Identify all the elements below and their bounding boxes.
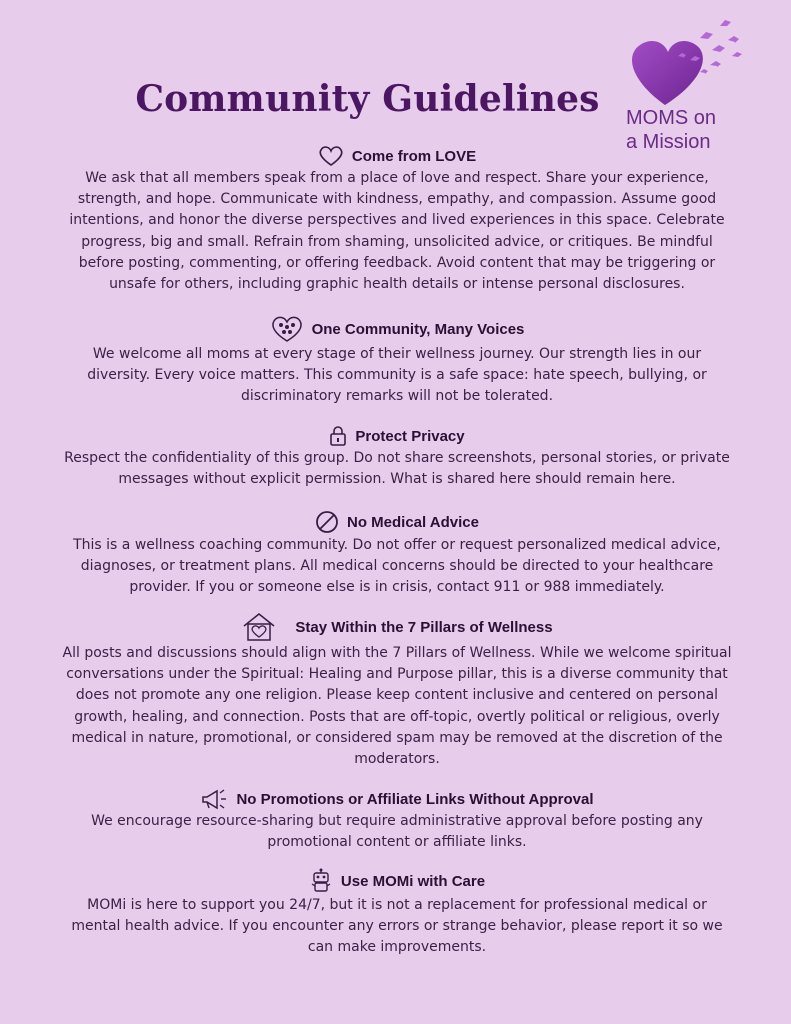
section-body: This is a wellness coaching community. Do not offer or request personalized medical advice, diagnoses, or treatment plans. All medical concerns should be directed to your healthcare provider. If you or someone else is in crisis, contact 911 or 988 immediately. (73, 537, 721, 596)
section-body: MOMi is here to support you 24/7, but it is not a replacement for professional medical or mental health advice. If you encounter any errors or strange behavior, please report it so we can make improvements. (71, 897, 723, 956)
section-heading (52, 612, 742, 642)
section-heading (52, 788, 742, 810)
logo-line-2: a Mission (626, 131, 711, 153)
section-body: We welcome all moms at every stage of their wellness journey. Our strength lies in our diversity. Every voice matters. This community is a safe space: hate speech, bullying, or discriminatory remarks will not be tolerated. (87, 346, 707, 405)
page-title: Community Guidelines (135, 78, 600, 120)
section-come-from-love (52, 145, 742, 295)
section-body: All posts and discussions should align with the 7 Pillars of Wellness. While we welcome spiritual conversations under the Spiritual: Healing and Purpose pillar, this is a diverse community that does not promote any one religion. Please keep content inclusive and centered on personal growth, healing, and connection. Posts that are off-topic, overtly political or religious, overly medical in nature, promotional, or considered spam may be removed at the discretion of the moderators. (62, 645, 732, 768)
logo-line-1: MOMS on (626, 107, 717, 129)
section-one-community (52, 315, 742, 408)
section-heading (52, 510, 742, 534)
section-no-medical-advice (52, 510, 742, 599)
robot-icon (309, 868, 333, 894)
section-heading-text: Use MOMi with Care (340, 872, 486, 890)
section-heading-text: Protect Privacy (355, 427, 465, 445)
community-heart-icon (270, 315, 304, 343)
section-no-promotions (52, 788, 742, 853)
section-heading-text: No Promotions or Affiliate Links Without Approval (236, 790, 594, 808)
no-symbol-icon (315, 510, 339, 534)
section-heading (52, 145, 742, 167)
padlock-icon (329, 425, 347, 447)
section-heading-text: Stay Within the 7 Pillars of Wellness (295, 618, 553, 636)
heart-outline-icon (318, 145, 344, 167)
section-protect-privacy (52, 425, 742, 490)
section-heading-text: Come from LOVE (351, 147, 477, 165)
section-seven-pillars (52, 612, 742, 770)
section-body: Respect the confidentiality of this group. Do not share screenshots, personal stories, or private messages without explicit permission. What is shared here should remain here. (64, 450, 730, 488)
megaphone-icon (200, 788, 228, 810)
section-body: We encourage resource-sharing but require administrative approval before posting any promotional content or affiliate links. (91, 813, 703, 851)
section-heading (52, 315, 742, 343)
section-body: We ask that all members speak from a place of love and respect. Share your experience, strength, and hope. Communicate with kindness, empathy, and compassion. Assume good intentions, and honor the diverse perspectives and lived experiences in this space. Celebrate progress, big and small. Refrain from shaming, unsolicited advice, or critiques. Be mindful before posting, commenting, or offering feedback. Avoid content that may be triggering or unsafe for others, including graphic health details or intense personal disclosures. (69, 170, 725, 293)
section-use-momi (52, 868, 742, 959)
section-heading (52, 425, 742, 447)
section-heading (52, 868, 742, 894)
house-heart-icon (241, 612, 277, 642)
section-heading-text: No Medical Advice (347, 513, 479, 531)
section-heading-text: One Community, Many Voices (311, 320, 525, 338)
